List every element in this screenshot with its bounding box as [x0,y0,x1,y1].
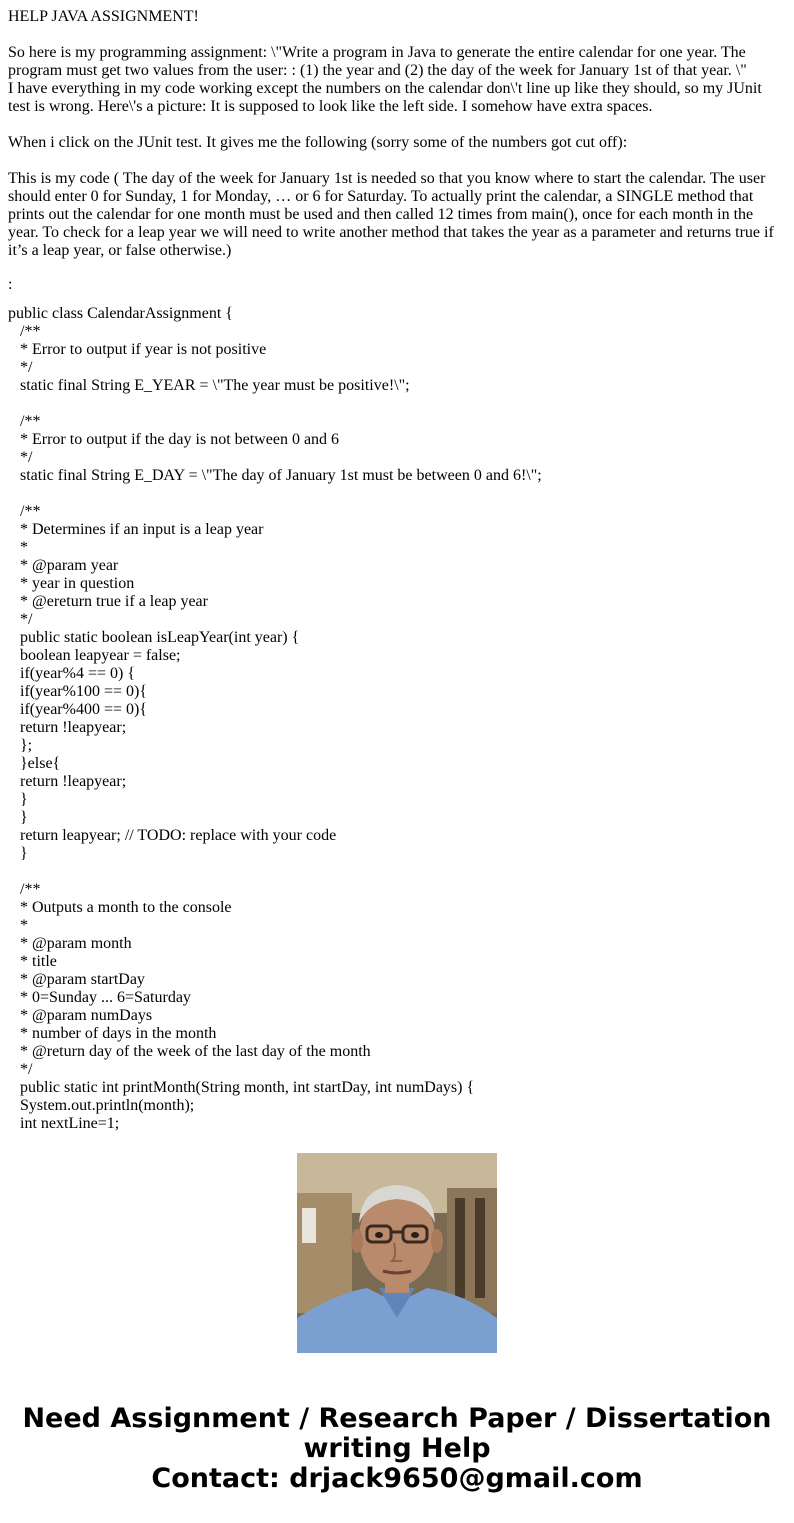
code-line: return !leapyear; [8,719,127,736]
code-line: }else{ [8,755,61,772]
code-line: /** [8,323,41,340]
code-line: */ [8,611,33,628]
code-line: */ [8,1061,33,1078]
code-line: int nextLine=1; [8,1115,120,1132]
author-avatar [297,1153,497,1353]
code-line: * 0=Sunday ... 6=Saturday [8,989,191,1006]
promo-line-2: writing Help [303,1433,491,1464]
code-line: * [8,539,28,556]
code-line: /** [8,413,41,430]
code-block [8,305,784,1132]
code-line: * year in question [8,575,135,592]
promo-line-1: Need Assignment / Research Paper / Dissertation [22,1403,772,1434]
code-line: public static boolean isLeapYear(int year) { [8,629,300,646]
promo-contact: Contact: drjack9650@gmail.com [151,1463,643,1494]
description-paragraph: This is my code ( The day of the week for January 1st is needed so that you know where to start the calendar. The user should enter 0 for Sunday, 1 for Monday, … or 6 for Saturday. To actually print the calendar, a SINGLE method that prints out the calendar for one month must be used and then called 12 times from main(), once for each month in the year. To check for a leap year we will need to write another method that takes the year as a parameter and returns true if it’s a leap year, or false otherwise.) [8,170,774,259]
code-line: * Error to output if year is not positive [8,341,267,358]
code-line [8,485,784,503]
code-line: if(year%100 == 0){ [8,683,148,700]
code-line: * Determines if an input is a leap year [8,521,264,538]
code-line: boolean leapyear = false; [8,647,181,664]
code-line: public static int printMonth(String month, int startDay, int numDays) { [8,1079,475,1096]
code-line: * [8,917,28,934]
code-line: return !leapyear; [8,773,127,790]
code-line: } [8,791,28,808]
code-line: /** [8,881,41,898]
code-line: * @param year [8,557,119,574]
code-line: * @return day of the week of the last day of the month [8,1043,371,1060]
code-line: * @param month [8,935,132,952]
colon-line: : [8,276,13,293]
code-line: /** [8,503,41,520]
code-line: */ [8,449,33,466]
code-line: }; [8,737,33,754]
code-line: */ [8,359,33,376]
code-line [8,863,784,881]
author-photo [297,1153,497,1353]
code-line: * title [8,953,57,970]
code-line: static final String E_DAY = \"The day of January 1st must be between 0 and 6!\"; [8,467,542,484]
code-line: if(year%4 == 0) { [8,665,136,682]
post-title: HELP JAVA ASSIGNMENT! [8,8,199,25]
junit-paragraph: When i click on the JUnit test. It gives me the following (sorry some of the numbers got cut off): [8,134,628,151]
intro-text: So here is my programming assignment: \"Write a program in Java to generate the entire calendar for one year. The program must get two values from the user: : (1) the year and (2) the day of the week for January 1st of that year. \" [8,44,747,79]
code-line: * Outputs a month to the console [8,899,232,916]
code-line: if(year%400 == 0){ [8,701,148,718]
code-line: } [8,845,28,862]
code-line: static final String E_YEAR = \"The year must be positive!\"; [8,377,410,394]
code-line: } [8,809,28,826]
post-title-block [8,8,784,26]
code-line: * @param numDays [8,1007,153,1024]
code-line: * Error to output if the day is not between 0 and 6 [8,431,340,448]
code-line: * number of days in the month [8,1025,217,1042]
intro-paragraph [8,44,784,116]
code-line: * @param startDay [8,971,145,988]
post-body [8,8,784,310]
code-line: return leapyear; // TODO: replace with your code [8,827,337,844]
code-line: System.out.println(month); [8,1097,195,1114]
code-line: * @ereturn true if a leap year [8,593,208,610]
code-line: public class CalendarAssignment { [8,305,233,322]
promo-footer [0,1404,794,1494]
intro-text-2: I have everything in my code working except the numbers on the calendar don\'t line up like they should, so my JUnit test is wrong. Here\'s a picture: It is supposed to look like the left side. I somehow have extra spaces. [8,80,762,115]
code-line [8,395,784,413]
